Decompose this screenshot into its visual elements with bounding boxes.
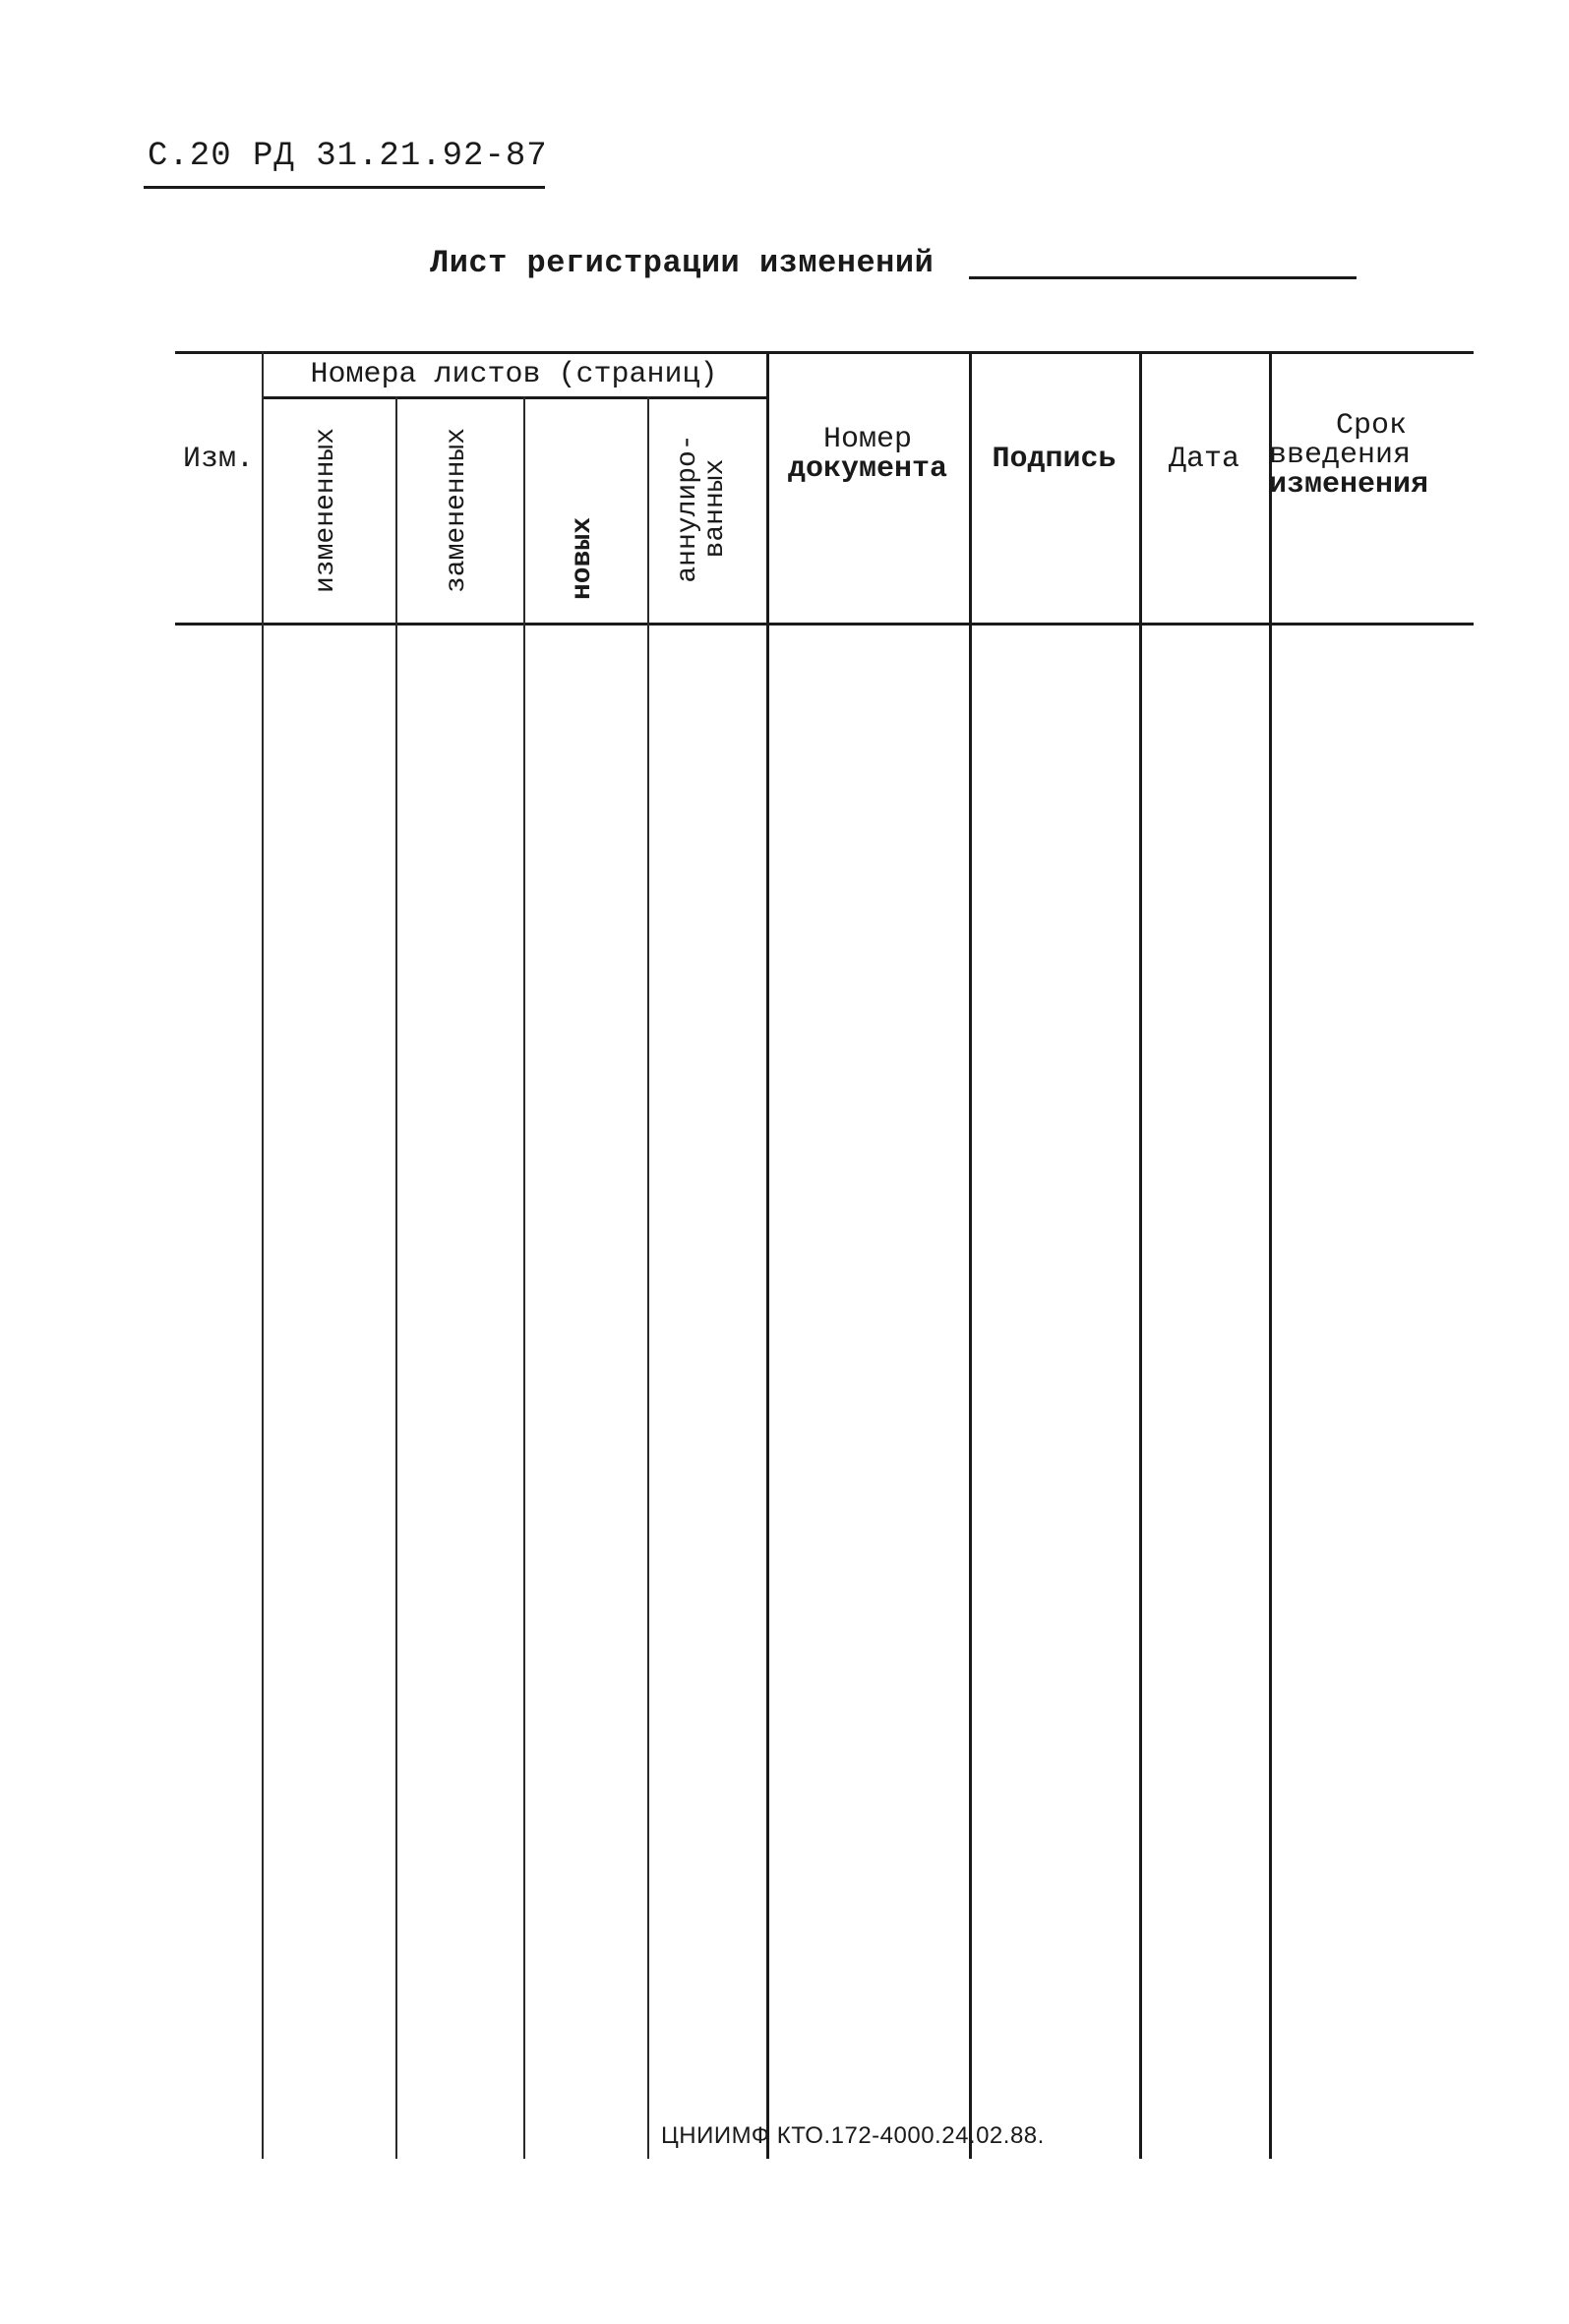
subcol-replaced-label: замененных: [442, 427, 472, 594]
header-underline: [144, 186, 545, 189]
subcol-annulled-line1: аннулиро-: [673, 434, 703, 583]
subcol-replaced-cell: [395, 398, 523, 623]
col-header-date: Дата: [1168, 443, 1239, 476]
printer-imprint: ЦНИИМФ КТО.172-4000.24.02.88.: [661, 2122, 1045, 2149]
col-header-change: Изм.: [182, 443, 254, 476]
col-header-document-number: [766, 425, 969, 484]
table-top-line: [175, 351, 1474, 354]
col-divider-4: [647, 396, 649, 2159]
col-header-signature: Подпись: [992, 443, 1116, 476]
title-blank-line: [969, 276, 1357, 279]
subcol-changed-label: измененных: [311, 427, 341, 594]
subcol-changed-cell: [262, 398, 395, 623]
deadline-line1: Срок: [1335, 409, 1407, 443]
doc-number-line1: Номер: [822, 423, 912, 456]
group-header-sheet-numbers: Номера листов (страниц): [310, 358, 718, 391]
col-divider-8: [1269, 351, 1272, 2159]
col-divider-2: [395, 396, 397, 2159]
col-divider-7: [1139, 351, 1142, 2159]
subcol-new-label: новых: [568, 517, 598, 601]
page-reference: С.20 РД 31.21.92-87: [148, 138, 548, 175]
doc-number-line2: документа: [787, 452, 948, 486]
col-divider-3: [523, 396, 525, 2159]
deadline-line2: введения: [1269, 439, 1412, 472]
sheet-title: Лист регистрации изменений: [430, 245, 935, 281]
subcol-annulled-line2: ванных: [700, 458, 731, 559]
subcol-annulled-label: [675, 397, 738, 620]
col-divider-5: [766, 351, 769, 2159]
subcol-new-cell: [523, 398, 647, 623]
header-bottom-line: [175, 623, 1474, 626]
col-header-deadline: [1269, 411, 1474, 500]
subcol-annulled-cell: [647, 398, 766, 623]
col-divider-6: [969, 351, 972, 2159]
deadline-line3: изменения: [1269, 468, 1429, 502]
